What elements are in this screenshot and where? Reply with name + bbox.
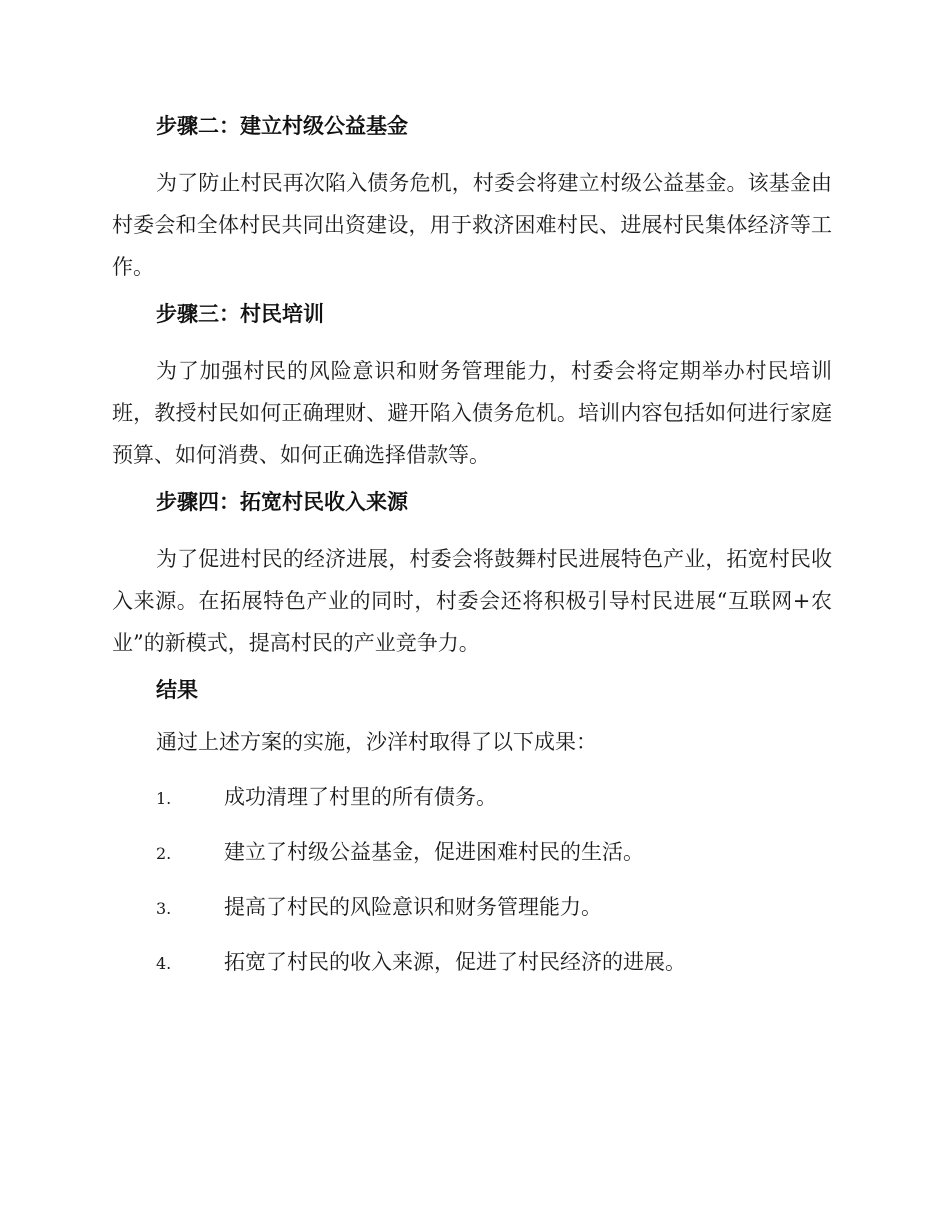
list-item-text: 拓宽了村民的收入来源，促进了村民经济的进展。: [224, 950, 686, 974]
list-item-text: 提高了村民的风险意识和财务管理能力。: [224, 895, 602, 919]
list-item-number: 1.: [156, 789, 172, 808]
section-paragraph: 为了防止村民再次陷入债务危机，村委会将建立村级公益基金。该基金由村委会和全体村民共同出资建设，用于救济困难村民、进展村民集体经济等工作。: [112, 171, 832, 279]
section-results: [112, 674, 832, 978]
results-heading: 结果: [156, 678, 198, 702]
section-paragraph: 为了促进村民的经济进展，村委会将鼓舞村民进展特色产业，拓宽村民收入来源。在拓展特色产业的同时，村委会还将积极引导村民进展“互联网+农业”的新模式，提高村民的产业竞争力。: [112, 547, 832, 655]
list-item-text: 成功清理了村里的所有债务。: [224, 785, 497, 809]
document-content: [112, 110, 832, 1001]
results-list: [112, 781, 832, 978]
results-intro: 通过上述方案的实施，沙洋村取得了以下成果：: [156, 730, 597, 754]
section-step-4: [112, 486, 832, 664]
section-heading: 步骤四：拓宽村民收入来源: [156, 490, 408, 514]
section-step-3: [112, 298, 832, 476]
list-item: [112, 891, 832, 923]
list-item-text: 建立了村级公益基金，促进困难村民的生活。: [224, 840, 644, 864]
section-heading: 步骤三：村民培训: [156, 302, 324, 326]
list-item-number: 2.: [156, 844, 172, 863]
list-item: [112, 946, 832, 978]
section-paragraph: 为了加强村民的风险意识和财务管理能力，村委会将定期举办村民培训班，教授村民如何正确理财、避开陷入债务危机。培训内容包括如何进行家庭预算、如何消费、如何正确选择借款等。: [112, 359, 832, 467]
list-item: [112, 836, 832, 868]
list-item-number: 3.: [156, 899, 172, 918]
list-item-number: 4.: [156, 954, 172, 973]
list-item: [112, 781, 832, 813]
section-step-2: [112, 110, 832, 288]
section-heading: 步骤二：建立村级公益基金: [156, 114, 408, 138]
